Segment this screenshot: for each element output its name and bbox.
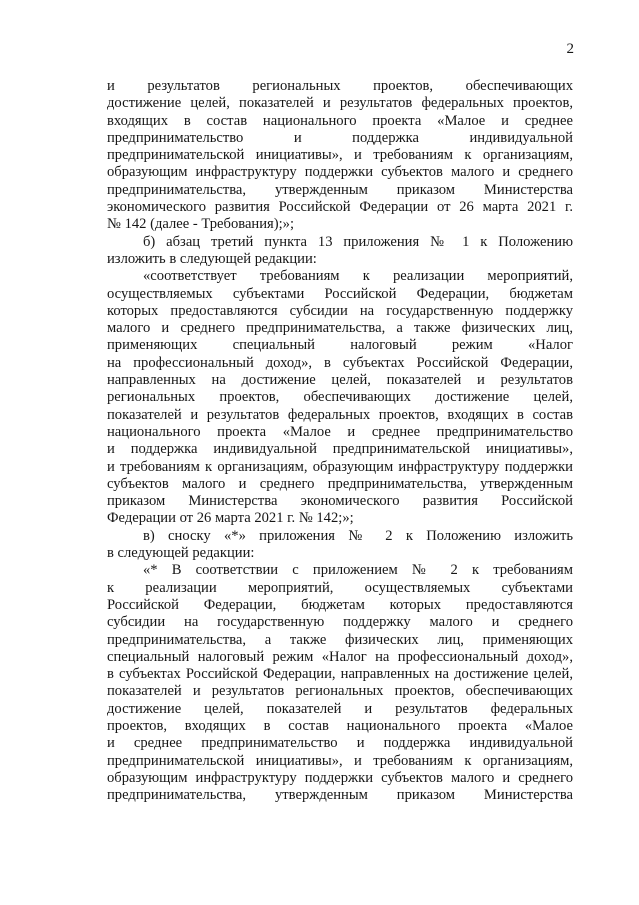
- text-line: предпринимательской инициативы», и требованиям к организациям,: [107, 147, 573, 164]
- text-line: Российской Федерации, бюджетам которых предоставляются: [107, 596, 573, 613]
- text-line: предпринимательства, утвержденным приказом Министерства: [107, 787, 573, 804]
- text-line: «соответствует требованиям к реализации мероприятий,: [143, 268, 573, 285]
- text-line: входящих в состав национального проекта «Малое и среднее: [107, 112, 573, 129]
- text-line: в следующей редакции:: [107, 545, 255, 562]
- text-line: «* В соответствии с приложением № 2 к требованиям: [143, 562, 573, 579]
- text-line: к реализации мероприятий, осуществляемых субъектами: [107, 579, 573, 596]
- page-number: 2: [566, 41, 574, 57]
- text-line: предпринимательства, а также физических лиц, применяющих: [107, 631, 573, 648]
- text-line: экономического развития Российской Федерации от 26 марта 2021 г.: [107, 199, 573, 216]
- text-line: в субъектах Российской Федерации, направленных на достижение целей,: [107, 666, 573, 683]
- text-line: и поддержка индивидуальной предпринимательской инициативы»,: [107, 441, 573, 458]
- text-line: субсидии на государственную поддержку малого и среднего: [107, 614, 573, 631]
- text-line: на профессиональный доход», в субъектах Российской Федерации,: [107, 354, 573, 371]
- text-line: № 142 (далее - Требования);»;: [107, 216, 295, 233]
- text-line: достижение целей, показателей и результатов федеральных: [107, 700, 573, 717]
- document-body: [107, 78, 573, 804]
- text-line: приказом Министерства экономического развития Российской: [107, 493, 573, 510]
- text-line: национального проекта «Малое и среднее предпринимательство: [107, 423, 573, 440]
- text-line: показателей и результатов региональных проектов, обеспечивающих: [107, 683, 573, 700]
- text-line: в) сноску «*» приложения № 2 к Положению изложить: [143, 527, 573, 544]
- text-line: предпринимательства, утвержденным приказом Министерства: [107, 181, 573, 198]
- text-line: б) абзац третий пункта 13 приложения № 1 к Положению: [143, 233, 573, 250]
- text-line: образующим инфраструктуру поддержки субъектов малого и среднего: [107, 769, 573, 786]
- text-line: показателей и результатов федеральных проектов, входящих в состав: [107, 406, 573, 423]
- text-line: осуществляемых субъектами Российской Федерации, бюджетам: [107, 285, 573, 302]
- text-line: специальный налоговый режим «Налог на профессиональный доход»,: [107, 648, 573, 665]
- text-line: применяющих специальный налоговый режим «Налог: [107, 337, 573, 354]
- text-line: направленных на достижение целей, показателей и результатов: [107, 372, 573, 389]
- text-line: проектов, входящих в состав национального проекта «Малое: [107, 717, 573, 734]
- text-line: Федерации от 26 марта 2021 г. № 142;»;: [107, 510, 354, 527]
- text-line: субъектов малого и среднего предпринимательства, утвержденным: [107, 475, 573, 492]
- text-line: образующим инфраструктуру поддержки субъектов малого и среднего: [107, 164, 573, 181]
- text-line: предпринимательской инициативы», и требованиям к организациям,: [107, 752, 573, 769]
- text-line: изложить в следующей редакции:: [107, 250, 317, 267]
- text-line: которых предоставляются субсидии на государственную поддержку: [107, 302, 573, 319]
- text-line: и результатов региональных проектов, обеспечивающих: [107, 78, 573, 94]
- text-line: малого и среднего предпринимательства, а также физических лиц,: [107, 320, 573, 337]
- text-line: и требованиям к организациям, образующим инфраструктуру поддержки: [107, 458, 573, 475]
- text-line: региональных проектов, обеспечивающих достижение целей,: [107, 389, 573, 406]
- text-line: достижение целей, показателей и результатов федеральных проектов,: [107, 95, 573, 112]
- text-line: и среднее предпринимательство и поддержка индивидуальной: [107, 735, 573, 752]
- text-line: предпринимательство и поддержка индивидуальной: [107, 129, 573, 146]
